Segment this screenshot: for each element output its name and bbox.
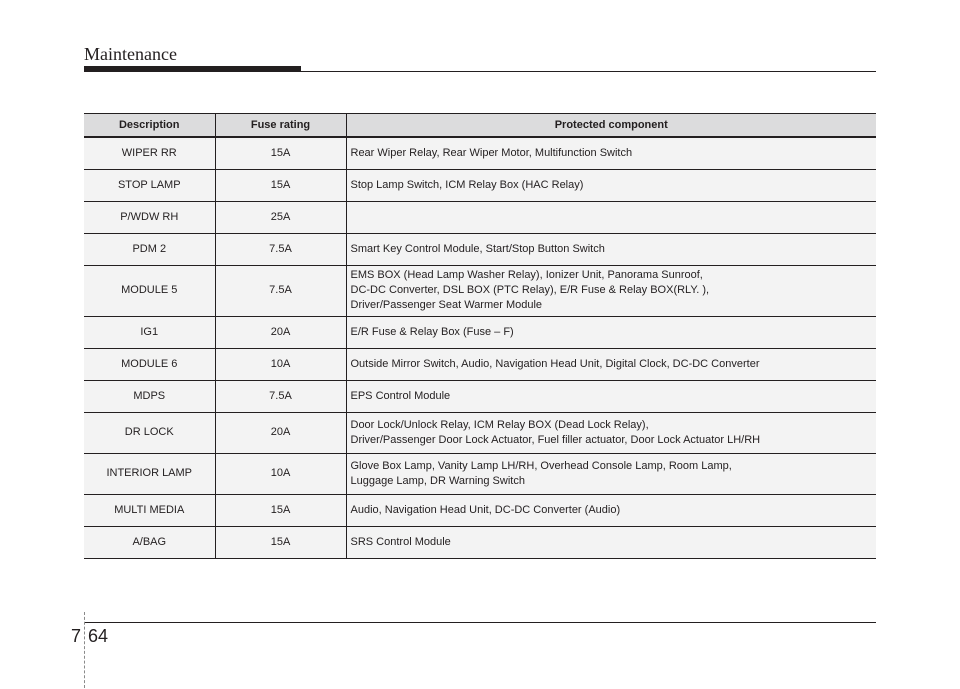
protected-component <box>346 453 876 494</box>
fuse-rating: 15A <box>215 137 346 169</box>
fuse-rating: 20A <box>215 412 346 453</box>
fuse-description: DR LOCK <box>84 412 215 453</box>
header-bar <box>84 66 301 72</box>
header-title: Maintenance <box>84 44 177 64</box>
fuse-description: WIPER RR <box>84 137 215 169</box>
protected-component-line: EPS Control Module <box>350 389 451 402</box>
protected-component-line: Glove Box Lamp, Vanity Lamp LH/RH, Overhead Console Lamp, Room Lamp, <box>350 459 732 472</box>
fuse-rating: 20A <box>215 316 346 348</box>
protected-component <box>346 380 876 412</box>
fuse-rating: 25A <box>215 201 346 233</box>
fuse-rating: 15A <box>215 169 346 201</box>
table-row <box>84 380 876 412</box>
protected-component-line: E/R Fuse & Relay Box (Fuse – F) <box>350 325 514 338</box>
table-row <box>84 494 876 526</box>
footer-rule <box>84 622 876 623</box>
fuse-description: MODULE 5 <box>84 265 215 316</box>
protected-component <box>346 137 876 169</box>
table-row <box>84 526 876 558</box>
protected-component-line: Driver/Passenger Door Lock Actuator, Fuel filler actuator, Door Lock Actuator LH/RH <box>350 433 761 446</box>
fuse-description: P/WDW RH <box>84 201 215 233</box>
table-header-row <box>84 114 876 138</box>
fuse-description: A/BAG <box>84 526 215 558</box>
protected-component <box>346 316 876 348</box>
protected-component-line: Outside Mirror Switch, Audio, Navigation Head Unit, Digital Clock, DC-DC Converter <box>350 357 760 370</box>
page-chapter: 7 <box>71 626 82 646</box>
protected-component <box>346 348 876 380</box>
protected-component-line: Door Lock/Unlock Relay, ICM Relay BOX (Dead Lock Relay), <box>350 418 649 431</box>
protected-component <box>346 201 876 233</box>
fuse-rating: 15A <box>215 526 346 558</box>
protected-component-line: Luggage Lamp, DR Warning Switch <box>350 474 525 487</box>
column-header-description: Description <box>84 114 215 138</box>
protected-component-line: Smart Key Control Module, Start/Stop Button Switch <box>350 242 605 255</box>
table-row <box>84 233 876 265</box>
column-header-protected-component: Protected component <box>346 114 876 138</box>
column-header-fuse-rating: Fuse rating <box>215 114 346 138</box>
fuse-table <box>84 113 876 559</box>
fuse-description: STOP LAMP <box>84 169 215 201</box>
table-row <box>84 412 876 453</box>
fuse-rating: 7.5A <box>215 380 346 412</box>
fuse-description: PDM 2 <box>84 233 215 265</box>
protected-component-line: DC-DC Converter, DSL BOX (PTC Relay), E/R Fuse & Relay BOX(RLY. ), <box>350 284 710 296</box>
fuse-description: MODULE 6 <box>84 348 215 380</box>
table-row <box>84 265 876 316</box>
fuse-rating: 7.5A <box>215 265 346 316</box>
table-row <box>84 169 876 201</box>
protected-component-line: Audio, Navigation Head Unit, DC-DC Converter (Audio) <box>350 503 621 516</box>
fuse-description: MDPS <box>84 380 215 412</box>
protected-component <box>346 169 876 201</box>
fuse-description: IG1 <box>84 316 215 348</box>
fuse-description: INTERIOR LAMP <box>84 453 215 494</box>
table-row <box>84 137 876 169</box>
protected-component-line: EMS BOX (Head Lamp Washer Relay), Ionizer Unit, Panorama Sunroof, <box>350 269 703 281</box>
table-row <box>84 348 876 380</box>
table-row <box>84 201 876 233</box>
fuse-rating: 10A <box>215 453 346 494</box>
fuse-table-body <box>84 137 876 558</box>
protected-component <box>346 412 876 453</box>
footer-page-guide <box>84 612 85 688</box>
protected-component-line: Stop Lamp Switch, ICM Relay Box (HAC Relay) <box>350 178 584 191</box>
protected-component <box>346 526 876 558</box>
fuse-rating: 7.5A <box>215 233 346 265</box>
table-row <box>84 453 876 494</box>
protected-component <box>346 494 876 526</box>
protected-component-line: Rear Wiper Relay, Rear Wiper Motor, Multifunction Switch <box>350 146 633 159</box>
header-rule <box>301 71 876 72</box>
page-number: 64 <box>88 626 109 646</box>
fuse-rating: 15A <box>215 494 346 526</box>
fuse-rating: 10A <box>215 348 346 380</box>
fuse-description: MULTI MEDIA <box>84 494 215 526</box>
protected-component <box>346 233 876 265</box>
protected-component-line: SRS Control Module <box>350 535 451 548</box>
protected-component-line: Driver/Passenger Seat Warmer Module <box>350 299 543 311</box>
table-row <box>84 316 876 348</box>
protected-component <box>346 265 876 316</box>
